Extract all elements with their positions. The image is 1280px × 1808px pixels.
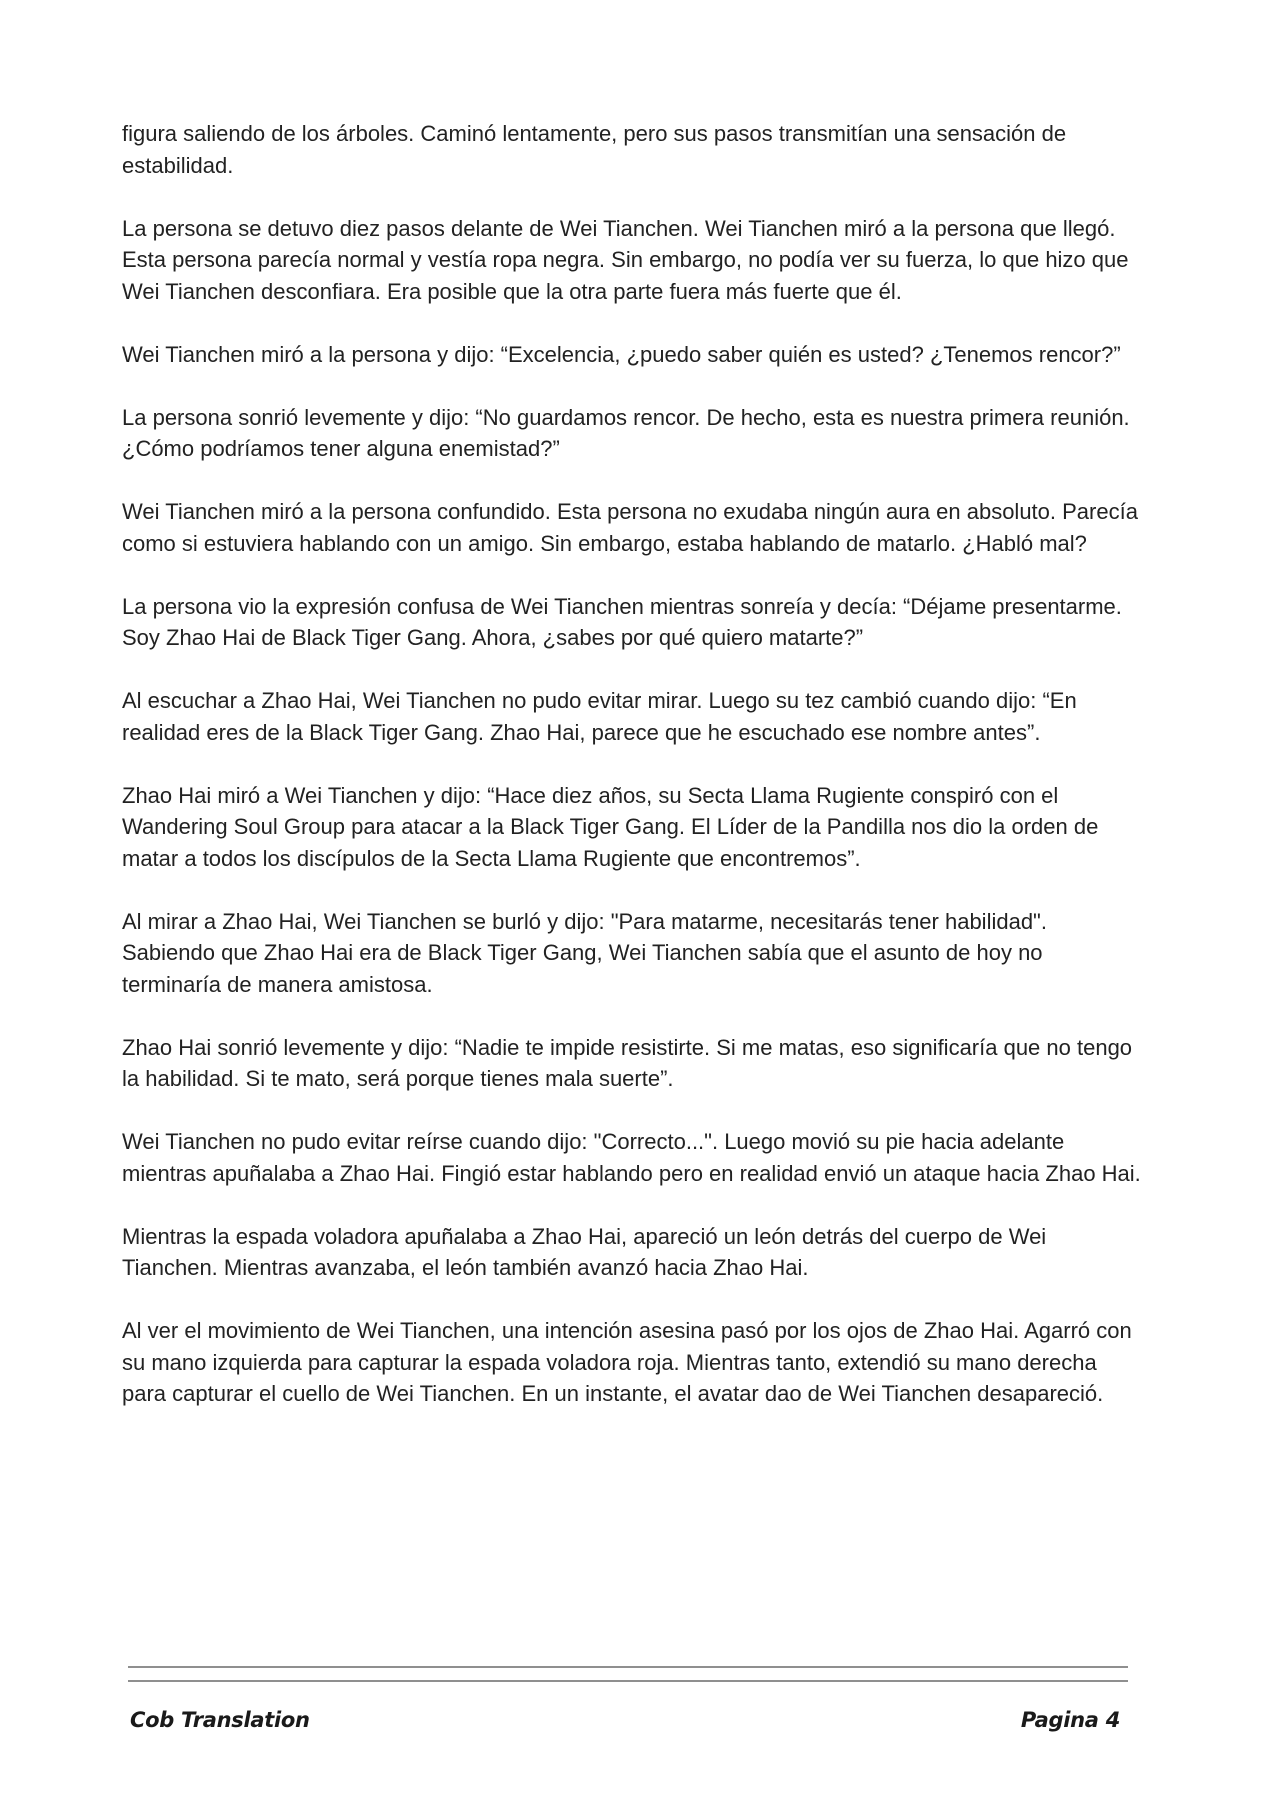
paragraph: La persona sonrió levemente y dijo: “No guardamos rencor. De hecho, esta es nuestra primera reunión. ¿Cómo podríamos tener alguna enemistad?” — [122, 404, 1130, 461]
footer-divider — [128, 1666, 1128, 1668]
paragraph: Wei Tianchen miró a la persona y dijo: “Excelencia, ¿puedo saber quién es usted? ¿Tenemos rencor?” — [122, 341, 1121, 367]
paragraph: Zhao Hai sonrió levemente y dijo: “Nadie te impide resistirte. Si me matas, eso significaría que no tengo la habilidad. Si te mato, será porque tienes mala suerte”. — [122, 1034, 1133, 1091]
body-text — [122, 118, 1142, 1441]
footer-translator: Cob Translation — [130, 1708, 310, 1732]
footer-page-number: Pagina 4 — [1020, 1708, 1120, 1732]
paragraph: Zhao Hai miró a Wei Tianchen y dijo: “Hace diez años, su Secta Llama Rugiente conspiró con el Wandering Soul Group para atacar a la Black Tiger Gang. El Líder de la Pandilla nos dio la orden de matar a todos los discípulos de la Secta Llama Rugiente que encontremos”. — [122, 782, 1099, 871]
paragraph: La persona vio la expresión confusa de Wei Tianchen mientras sonreía y decía: “Déjame presentarme. Soy Zhao Hai de Black Tiger Gang. Ahora, ¿sabes por qué quiero matarte?” — [122, 593, 1122, 650]
paragraph: figura saliendo de los árboles. Caminó lentamente, pero sus pasos transmitían una sensación de estabilidad. — [122, 121, 1067, 178]
paragraph: Al mirar a Zhao Hai, Wei Tianchen se burló y dijo: "Para matarme, necesitarás tener habilidad". Sabiendo que Zhao Hai era de Black Tiger Gang, Wei Tianchen sabía que el asunto de hoy no terminaría de manera amistosa. — [122, 908, 1047, 997]
footer-divider — [128, 1680, 1128, 1682]
paragraph: Wei Tianchen miró a la persona confundido. Esta persona no exudaba ningún aura en absoluto. Parecía como si estuviera hablando con un amigo. Sin embargo, estaba hablando de matarlo. ¿Habló mal? — [122, 499, 1138, 556]
paragraph: La persona se detuvo diez pasos delante de Wei Tianchen. Wei Tianchen miró a la persona que llegó. Esta persona parecía normal y vestía ropa negra. Sin embargo, no podía ver su fuerza, lo que hizo que Wei Tianchen desconfiara. Era posible que la otra parte fuera más fuerte que él. — [122, 215, 1129, 304]
paragraph: Mientras la espada voladora apuñalaba a Zhao Hai, apareció un león detrás del cuerpo de Wei Tianchen. Mientras avanzaba, el león también avanzó hacia Zhao Hai. — [122, 1223, 1047, 1280]
paragraph: Wei Tianchen no pudo evitar reírse cuando dijo: "Correcto...". Luego movió su pie hacia adelante mientras apuñalaba a Zhao Hai. Fingió estar hablando pero en realidad envió un ataque hacia Zhao Hai. — [122, 1129, 1141, 1186]
paragraph: Al escuchar a Zhao Hai, Wei Tianchen no pudo evitar mirar. Luego su tez cambió cuando dijo: “En realidad eres de la Black Tiger Gang. Zhao Hai, parece que he escuchado ese nombre antes”. — [122, 688, 1077, 745]
paragraph: Al ver el movimiento de Wei Tianchen, una intención asesina pasó por los ojos de Zhao Hai. Agarró con su mano izquierda para capturar la espada voladora roja. Mientras tanto, extendió su mano derecha para capturar el cuello de Wei Tianchen. En un instante, el avatar dao de Wei Tianchen desapareció. — [122, 1318, 1132, 1406]
